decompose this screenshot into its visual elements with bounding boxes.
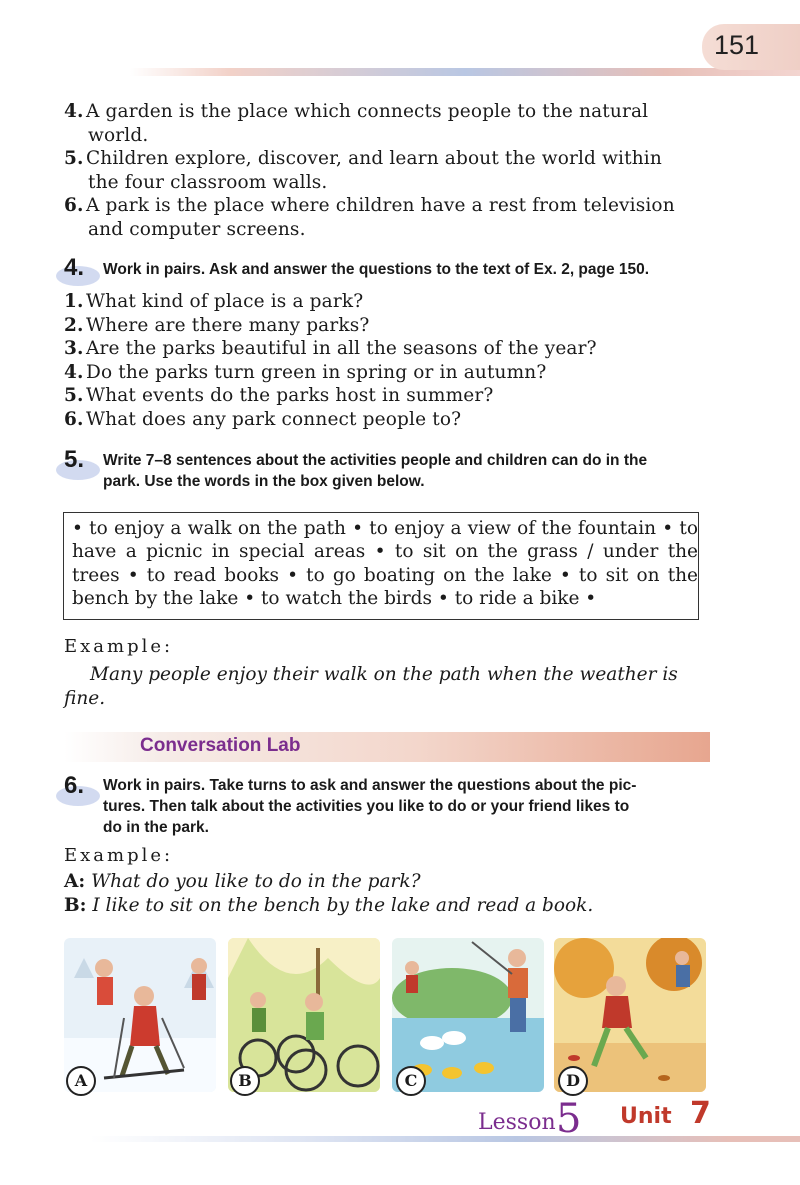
dialogue-line-a: A: What do you like to do in the park? [64, 871, 421, 892]
lesson-label: Lesson [478, 1110, 556, 1135]
page-number: 151 [714, 30, 760, 60]
exercise-5-number: 5. [64, 446, 85, 473]
list-item: 4. A garden is the place which connects people to the natural [64, 101, 649, 122]
list-item: 2. Where are there many parks? [64, 314, 370, 336]
example-label: Example: [64, 636, 174, 657]
exercise-6-instruction: Work in pairs. Take turns to ask and answer the questions about the pic- tures. Then talk about the activities you like to do or your friend likes to do in the park. [103, 777, 637, 836]
list-item: 4. Do the parks turn green in spring or in autumn? [64, 361, 547, 383]
example-label: Example: [64, 845, 174, 866]
picture-label-b: B [230, 1066, 260, 1096]
picture-label-a: A [66, 1066, 96, 1096]
list-item: 5. Children explore, discover, and learn about the world within [64, 148, 662, 169]
exercise-4-instruction: Work in pairs. Ask and answer the questions to the text of Ex. 2, page 150. [103, 261, 650, 278]
unit-label: Unit [620, 1104, 672, 1129]
question-list [64, 290, 710, 431]
exercise-6-number: 6. [64, 772, 85, 799]
dialogue-line-b: B: I like to sit on the bench by the lake and read a book. [64, 895, 594, 916]
exercise-5-instruction: Write 7–8 sentences about the activities people and children can do in the park. Use the words in the box given below. [103, 452, 648, 490]
example-text: Many people enjoy their walk on the path when the weather is fine. [64, 664, 678, 709]
statement-list: 4. A garden is the place which connects people to the natural world. 5. Children explore, discover, and learn about the world within the four classroom walls. 6. A park is the place where children have a rest from television and computer screens. [64, 100, 710, 241]
dialogue [64, 870, 593, 918]
picture-label-c: C [396, 1066, 426, 1096]
header-stripe [130, 68, 800, 76]
picture-label-d: D [558, 1066, 588, 1096]
list-item: 6. A park is the place where children have a rest from television [64, 195, 675, 216]
unit-number: 7 [690, 1096, 711, 1131]
conversation-lab-title: Conversation Lab [140, 735, 301, 756]
list-item: 1. What kind of place is a park? [64, 291, 364, 312]
list-item: 5. What events do the parks host in summer? [64, 385, 494, 406]
exercise-4-number: 4. [64, 254, 85, 281]
footer-stripe [90, 1136, 800, 1142]
word-box: • to enjoy a walk on the path • to enjoy a view of the fountain • to have a picnic in special areas • to sit on the grass / under the trees • to read books • to go boating on the lake • to sit on the bench by the lake • to watch the birds • to ride a bike • [63, 512, 699, 620]
lesson-number: 5 [556, 1096, 582, 1142]
list-item: 6. What does any park connect people to? [64, 408, 462, 430]
list-item: 3. Are the parks beautiful in all the seasons of the year? [64, 338, 597, 359]
